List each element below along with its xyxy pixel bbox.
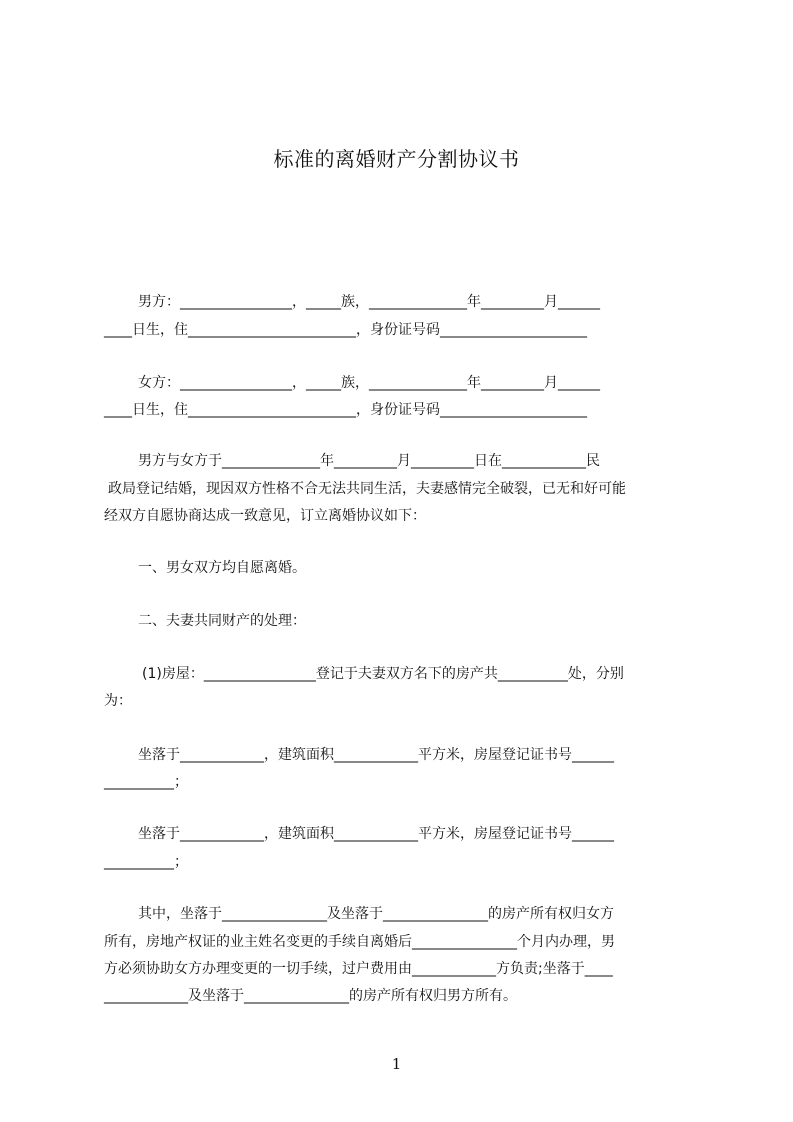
line-husband-info-1: 男方：________________，_____族，______________年_________月______ (138, 294, 600, 310)
line-marriage-1: 男方与女方于______________年_________月_________日在____________民 (138, 453, 600, 469)
house-clause-2: 为： (104, 693, 132, 709)
house-clause-1: (1)房屋：________________登记于夫妻双方名下的房产共__________处，分别 (142, 666, 624, 682)
line-wife-info-2: ____日生，住________________________，身份证号码_____________________ (104, 402, 587, 418)
line-marriage-2: 政局登记结婚，现因双方性格不合无法共同生活，夫妻感情完全破裂，已无和好可能 (108, 481, 626, 497)
ownership-2: 所有，房地产权证的业主姓名变更的手续自离婚后_______________个月内办理，男 (104, 934, 615, 950)
line-wife-info-1: 女方：________________，_____族，______________年_________月______ (138, 375, 600, 391)
property-a-1: 坐落于____________，建筑面积____________平方米，房屋登记证书号______ (138, 747, 614, 763)
ownership-4: ____________及坐落于_______________的房产所有权归男方所有。 (104, 988, 517, 1004)
property-a-2: __________； (104, 774, 188, 790)
ownership-3: 方必须协助女方办理变更的一切手续，过户费用由____________方负责;坐落于____ (104, 961, 613, 977)
line-marriage-3: 经双方自愿协商达成一致意见，订立离婚协议如下： (104, 508, 426, 524)
line-husband-info-2: ____日生，住________________________，身份证号码_____________________ (104, 322, 587, 338)
clause-one: 一、男女双方均自愿离婚。 (138, 560, 306, 576)
ownership-1: 其中，坐落于_______________及坐落于_______________的房产所有权归女方 (138, 906, 614, 922)
clause-two: 二、夫妻共同财产的处理： (138, 613, 306, 629)
property-b-2: __________； (104, 854, 188, 870)
page-number: 1 (391, 1055, 402, 1073)
property-b-1: 坐落于____________，建筑面积____________平方米，房屋登记证书号______ (138, 826, 614, 842)
document-title: 标准的离婚财产分割协议书 (273, 147, 520, 171)
